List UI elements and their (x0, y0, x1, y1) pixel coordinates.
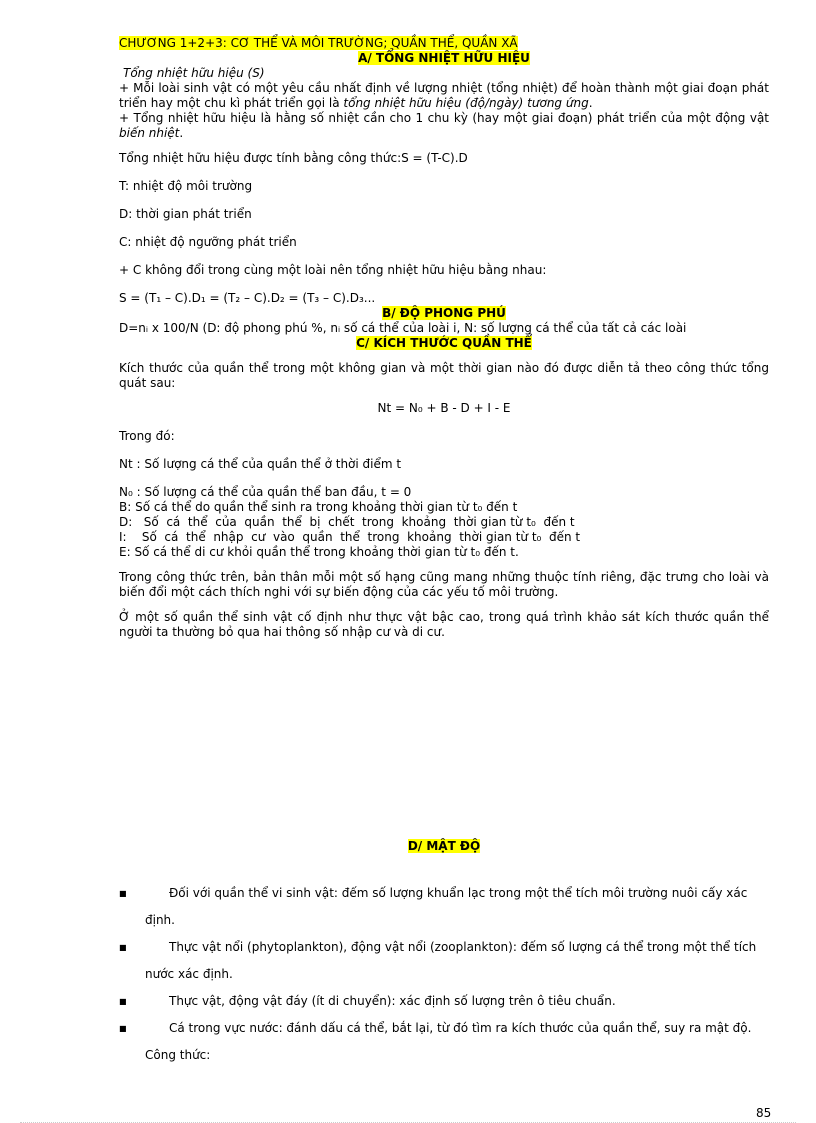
section-d-heading: D/ MẬT ĐỘ (407, 839, 481, 853)
section-a-formula: Tổng nhiệt hữu hiệu được tính bằng công thức:S = (T-C).D (119, 151, 468, 165)
definition-n0: N₀ : Số lượng cá thể của quần thể ban đầu, t = 0 (119, 485, 412, 499)
section-a-para1: + Mỗi loài sinh vật có một yêu cầu nhất định về lượng nhiệt (tổng nhiệt) để hoàn thành một giai đoạn phát triển hay một chu kì phát triển gọi là tổng nhiệt hữu hiệu (độ/ngày) tương ứng. (119, 81, 769, 110)
chapter-title: CHƯƠNG 1+2+3: CƠ THỂ VÀ MÔI TRƯỜNG; QUẦN THỂ, QUẦN XÃ (119, 36, 518, 50)
section-a-equation: S = (T₁ – C).D₁ = (T₂ – C).D₂ = (T₃ – C).D₃... (119, 291, 376, 305)
where-label: Trong đó: (119, 429, 175, 443)
section-c-heading: C/ KÍCH THƯỚC QUẦN THỂ (356, 336, 532, 350)
page-content (119, 36, 769, 640)
bullet-icon: ■ (119, 943, 127, 952)
constant-note: + C không đổi trong cùng một loài nên tổng nhiệt hữu hiệu bằng nhau: (119, 263, 547, 277)
formula-label: Công thức: (145, 1048, 211, 1062)
definition-e: E: Số cá thể di cư khỏi quần thể trong khoảng thời gian từ t₀ đến t. (119, 545, 519, 559)
list-item: ■ Thực vật nổi (phytoplankton), động vật nổi (zooplankton): đếm số lượng cá thể trong một thể tích nước xác định. (119, 934, 769, 988)
bullet-icon: ■ (119, 997, 127, 1006)
section-d-bullets (119, 880, 769, 1069)
section-a-heading: A/ TỔNG NHIỆT HỮU HIỆU (358, 51, 530, 65)
definition-b: B: Số cá thể do quần thể sinh ra trong khoảng thời gian từ t₀ đến t (119, 500, 518, 514)
page-number: 85 (756, 1106, 772, 1120)
definition-c: C: nhiệt độ ngưỡng phát triển (119, 235, 297, 249)
section-c-equation: Nt = N₀ + B - D + I - E (377, 401, 511, 415)
list-item: ■ Cá trong vực nước: đánh dấu cá thể, bắt lại, từ đó tìm ra kích thước của quần thể, suy ra mật độ. (119, 1015, 769, 1042)
list-item: ■ Thực vật, động vật đáy (ít di chuyển): xác định số lượng trên ô tiêu chuẩn. (119, 988, 769, 1015)
definition-d-dead: D: Số cá thể của quần thể bị chết trong khoảng thời gian từ t₀ đến t (119, 515, 575, 529)
section-b-heading: B/ ĐỘ PHONG PHÚ (382, 306, 506, 320)
definition-t: T: nhiệt độ môi trường (119, 179, 253, 193)
definition-nt: Nt : Số lượng cá thể của quần thể ở thời điểm t (119, 457, 402, 471)
bullet-icon: ■ (119, 889, 127, 898)
list-item: ■ Đối với quần thể vi sinh vật: đếm số lượng khuẩn lạc trong một thể tích môi trường nuôi cấy xác định. (119, 880, 769, 934)
section-c-intro: Kích thước của quần thể trong một không gian và một thời gian nào đó được diễn tả theo công thức tổng quát sau: (119, 361, 769, 390)
definition-i: I: Số cá thể nhập cư vào quần thể trong khoảng thời gian từ t₀ đến t (119, 530, 581, 544)
bullet-icon: ■ (119, 1024, 127, 1033)
section-c-para1: Trong công thức trên, bản thân mỗi một số hạng cũng mang những thuộc tính riêng, đặc trưng cho loài và biến đổi một cách thích nghi với sự biến động của các yếu tố môi trường. (119, 570, 769, 599)
definition-d: D: thời gian phát triển (119, 207, 252, 221)
section-a-para2: + Tổng nhiệt hữu hiệu là hằng số nhiệt cần cho 1 chu kỳ (hay một giai đoạn) phát triển của một động vật biến nhiệt. (119, 111, 769, 140)
section-a-subtitle: Tổng nhiệt hữu hiệu (S) (123, 66, 265, 80)
section-c-para2: Ở một số quần thể sinh vật cố định như thực vật bậc cao, trong quá trình khảo sát kích thước quần thể người ta thường bỏ qua hai thông số nhập cư và di cư. (119, 610, 769, 639)
section-b-formula: D=nᵢ x 100/N (D: độ phong phú %, nᵢ số cá thể của loài i, N: số lượng cá thể của tất cả các loài (119, 321, 687, 335)
